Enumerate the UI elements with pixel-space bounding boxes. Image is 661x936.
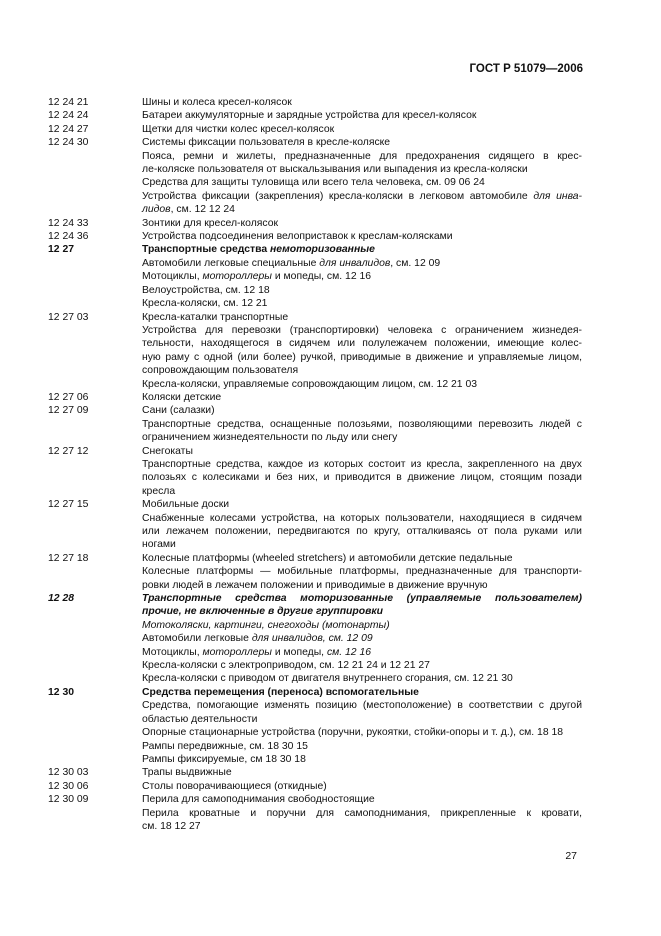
entry-line [142, 713, 582, 726]
entry-line [142, 699, 582, 712]
classification-entry [48, 230, 582, 243]
classification-entry [48, 404, 582, 444]
entry-text: Мобильные доски [142, 499, 230, 511]
entry-text: Средства для защиты туловища или всего тела человека, см. 09 06 24 [142, 177, 485, 189]
classification-entry [48, 123, 582, 136]
entry-content [142, 592, 582, 686]
entry-code: 12 30 06 [48, 780, 89, 792]
classification-entry [48, 552, 582, 592]
entry-text: Сани (салазки) [142, 405, 215, 417]
entry-text: Колесные платформы (wheeled stretchers) и автомобили детские педальные [142, 552, 513, 564]
entry-line [142, 391, 582, 404]
entry-line [142, 780, 582, 793]
entry-text: мотороллеры [202, 271, 272, 283]
entry-text: тельности, находящегося в сидячем или полулежачем положении, имеющие колес- [142, 338, 582, 350]
entry-line [142, 646, 582, 659]
entry-text: Пояса, ремни и жилеты, предназначенные для предохранения сидящего в крес- [142, 150, 582, 162]
entry-content [142, 445, 582, 499]
entry-content [142, 391, 582, 404]
entry-text: Транспортные средства, оснащенные полозьями, позволяющими перевозить людей с [142, 418, 582, 430]
entry-text: Автомобили легковые специальные [142, 257, 320, 269]
entry-line [142, 525, 582, 538]
entry-content [142, 498, 582, 552]
entry-line [142, 632, 582, 645]
classification-entry [48, 686, 582, 766]
entry-content [142, 123, 582, 136]
entry-line [142, 686, 582, 699]
entry-line [142, 364, 582, 377]
classification-entry [48, 391, 582, 404]
entry-text: Опорные стационарные устройства (поручни, рукоятки, стойки-опоры и т. д.), см. 18 18 [142, 727, 564, 739]
entry-text: Средства, помогающие изменять позицию (местоположение) в соответствии с другой [142, 700, 582, 712]
classification-entry [48, 96, 582, 109]
entry-text: Перила для самоподнимания свободностоящие [142, 794, 375, 806]
entry-code: 12 27 06 [48, 391, 89, 403]
classification-list [48, 96, 582, 833]
entry-code: 12 28 [48, 593, 75, 605]
entry-text: Зонтики для кресел-колясок [142, 217, 279, 229]
entry-line [142, 217, 582, 230]
entry-line [142, 592, 582, 605]
entry-code: 12 24 27 [48, 123, 89, 135]
entry-line [142, 284, 582, 297]
entry-code: 12 27 12 [48, 445, 89, 457]
entry-code: 12 30 03 [48, 767, 89, 779]
entry-line [142, 163, 582, 176]
entry-text: ную раму с одной (или более) ручкой, приводимые в движение и управляемые лицом, [142, 351, 582, 363]
entry-line [142, 150, 582, 163]
entry-text: Колесные платформы — мобильные платформы, предназначенные для транспорти- [142, 566, 582, 578]
entry-line [142, 311, 582, 324]
classification-entry [48, 780, 582, 793]
entry-line [142, 445, 582, 458]
entry-text: или лежачем положении, передвигаются по кругу, отталкиваясь от пола руками или [142, 526, 582, 537]
entry-line [142, 378, 582, 391]
entry-line [142, 512, 582, 525]
entry-line [142, 109, 582, 122]
entry-code: 12 27 15 [48, 499, 89, 511]
classification-entry [48, 311, 582, 391]
entry-text: для инва- [533, 190, 582, 202]
entry-line [142, 190, 582, 203]
entry-code: 12 27 09 [48, 405, 89, 417]
entry-line [142, 766, 582, 779]
entry-text: прочие, не включенные в другие группировки [142, 606, 383, 618]
entry-text: Транспортные средства [142, 244, 271, 256]
entry-line [142, 136, 582, 149]
classification-entry [48, 243, 582, 310]
entry-text: , см. 12 12 24 [170, 204, 235, 216]
entry-text: Транспортные средства, каждое из которых состоит из кресла, закрепленного на двух [142, 458, 582, 470]
entry-text: Устройства подсоединения велоприставок к креслам-колясками [142, 231, 453, 243]
entry-text: Коляски детские [142, 391, 222, 403]
entry-line [142, 619, 582, 632]
entry-text: Кресла-коляски, см. 12 21 [142, 298, 268, 310]
entry-line [142, 793, 582, 806]
entry-content [142, 780, 582, 793]
entry-line [142, 404, 582, 417]
entry-text: Кресла-каталки транспортные [142, 311, 289, 323]
classification-entry [48, 766, 582, 779]
entry-text: сопровождающим пользователя [142, 365, 299, 377]
entry-code: 12 24 30 [48, 137, 89, 149]
entry-line [142, 337, 582, 350]
entry-text: немоторизованные [270, 244, 375, 256]
entry-line [142, 740, 582, 753]
classification-entry [48, 793, 582, 833]
entry-text: Трапы выдвижные [142, 767, 232, 779]
entry-line [142, 418, 582, 431]
entry-code: 12 24 24 [48, 110, 89, 122]
classification-entry [48, 217, 582, 230]
entry-content [142, 793, 582, 833]
entry-line [142, 552, 582, 565]
entry-text: полозьях с колесиками и без них, и приводится в движение лицом, стоящим позади [142, 472, 582, 484]
entry-code: 12 24 21 [48, 97, 89, 108]
entry-text: Транспортные средства моторизованные (управляемые пользователем) [142, 593, 582, 605]
entry-line [142, 270, 582, 283]
entry-content [142, 109, 582, 122]
entry-content [142, 311, 582, 391]
entry-text: Устройства фиксации (закрепления) кресла-коляски в легковом автомобиле [142, 190, 534, 202]
entry-text: Снегокаты [142, 445, 193, 457]
entry-line [142, 230, 582, 243]
entry-text: Щетки для чистки колес кресел-колясок [142, 123, 335, 135]
entry-line [142, 820, 582, 833]
entry-text: , см. 12 09 [390, 257, 441, 269]
entry-text: лидов [142, 204, 171, 216]
entry-text: Системы фиксации пользователя в кресле-коляске [142, 137, 391, 149]
entry-text: Кресла-коляски с электроприводом, см. 12 21 24 и 12 21 27 [142, 660, 430, 672]
entry-content [142, 686, 582, 766]
entry-text: Снабженные колесами устройства, на которых пользователи, находящиеся в сидячем [142, 512, 582, 524]
entry-line [142, 96, 582, 109]
entry-line [142, 485, 582, 498]
entry-text: Рампы фиксируемые, см 18 30 18 [142, 753, 306, 765]
entry-text: Автомобили легковые [142, 633, 252, 645]
classification-entry [48, 498, 582, 552]
entry-content [142, 404, 582, 444]
entry-text: Батареи аккумуляторные и зарядные устройства для кресел-колясок [142, 110, 477, 122]
entry-text: Перила кроватные и поручни для самоподнимания, прикрепленные к кровати, [142, 807, 582, 819]
entry-text: ле-коляске пользователя от выскальзывания или выпадения из кресла-коляски [142, 164, 528, 176]
entry-text: ногами [142, 539, 176, 551]
entry-line [142, 605, 582, 618]
entry-text: ограничением жизнедеятельности по льду или снегу [142, 432, 398, 444]
entry-content [142, 766, 582, 779]
page-number: 27 [565, 850, 577, 862]
entry-text: Велоустройства, см. 12 18 [142, 284, 270, 296]
entry-line [142, 565, 582, 578]
entry-text: Мотоколяски, картинги, снегоходы (мотонарты) [142, 619, 390, 631]
entry-code: 12 24 33 [48, 217, 89, 229]
entry-text: Средства перемещения (переноса) вспомогательные [142, 686, 419, 698]
entry-text: кресла [142, 485, 176, 497]
entry-text: для инвалидов [319, 257, 391, 269]
entry-code: 12 27 18 [48, 552, 89, 564]
entry-text: Шины и колеса кресел-колясок [142, 97, 292, 108]
entry-code: 12 27 03 [48, 311, 89, 323]
entry-line [142, 471, 582, 484]
entry-line [142, 431, 582, 444]
entry-text: и мопеды, [271, 646, 327, 658]
document-header: ГОСТ Р 51079—2006 [469, 63, 583, 75]
entry-line [142, 324, 582, 337]
entry-content [142, 217, 582, 230]
classification-entry [48, 136, 582, 216]
entry-line [142, 538, 582, 551]
entry-text: Рампы передвижные, см. 18 30 15 [142, 740, 308, 752]
entry-content [142, 243, 582, 310]
entry-text: см. 12 16 [326, 646, 372, 658]
entry-code: 12 27 [48, 244, 75, 256]
entry-line [142, 807, 582, 820]
entry-content [142, 552, 582, 592]
entry-text: для инвалидов, см. 12 09 [251, 633, 373, 645]
entry-text: ровки людей в лежачем положении и приводимые в движение вручную [142, 579, 488, 591]
entry-content [142, 230, 582, 243]
entry-line [142, 753, 582, 766]
entry-line [142, 176, 582, 189]
entry-line [142, 579, 582, 592]
entry-line [142, 726, 582, 739]
entry-text: Устройства для перевозки (транспортировки) человека с ограничением жизнедея- [142, 324, 582, 336]
classification-entry [48, 445, 582, 499]
entry-code: 12 24 36 [48, 231, 89, 243]
entry-text: областью деятельности [142, 713, 258, 725]
entry-line [142, 458, 582, 471]
entry-line [142, 257, 582, 270]
entry-line [142, 297, 582, 310]
entry-line [142, 659, 582, 672]
entry-line [142, 351, 582, 364]
entry-text: и мопеды, см. 12 16 [271, 271, 372, 283]
entry-text: Мотоциклы, [142, 271, 203, 283]
entry-content [142, 136, 582, 216]
classification-entry [48, 592, 582, 686]
entry-text: Мотоциклы, [142, 646, 203, 658]
entry-text: мотороллеры [202, 646, 272, 658]
entry-code: 12 30 09 [48, 794, 89, 806]
entry-text: см. 18 12 27 [142, 820, 201, 832]
entry-line [142, 498, 582, 511]
entry-text: Кресла-коляски, управляемые сопровождающим лицом, см. 12 21 03 [142, 378, 478, 390]
classification-entry [48, 109, 582, 122]
entry-content [142, 96, 582, 109]
entry-text: Столы поворачивающиеся (откидные) [142, 780, 327, 792]
entry-line [142, 203, 582, 216]
entry-line [142, 672, 582, 685]
entry-line [142, 243, 582, 256]
entry-text: Кресла-коляски с приводом от двигателя внутреннего сгорания, см. 12 21 30 [142, 673, 513, 685]
entry-code: 12 30 [48, 686, 75, 698]
entry-line [142, 123, 582, 136]
